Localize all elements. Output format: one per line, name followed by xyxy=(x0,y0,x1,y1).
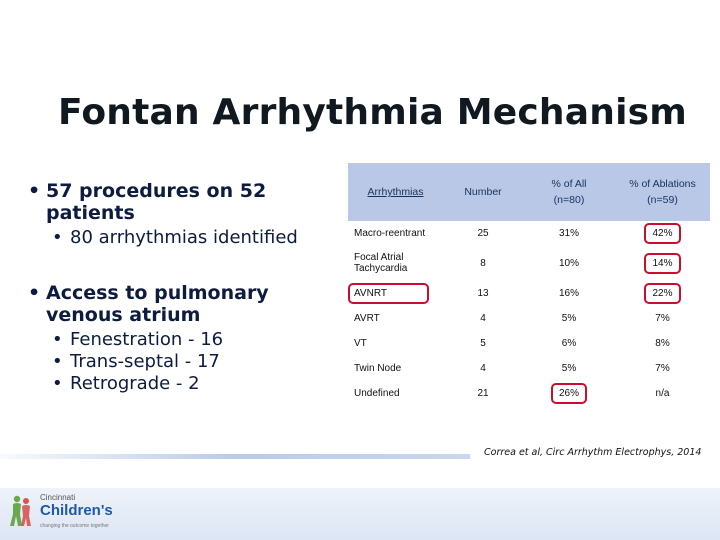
row-percent-all: 5% xyxy=(523,306,615,331)
table-header-row xyxy=(348,163,710,221)
row-percent-all: 31% xyxy=(523,221,615,246)
sub-bullet-text: Trans-septal - 17 xyxy=(70,351,220,372)
table-row xyxy=(348,221,710,246)
slide-title: Fontan Arrhythmia Mechanism xyxy=(58,92,687,133)
row-name xyxy=(348,281,443,306)
row-number: 8 xyxy=(443,246,523,281)
row-percent-all: 5% xyxy=(523,356,615,381)
divider xyxy=(0,454,470,459)
bullet-icon: • xyxy=(28,180,41,202)
bullet-icon: • xyxy=(52,227,63,248)
row-name: VT xyxy=(348,331,443,356)
logo-tagline: changing the outcome together xyxy=(40,523,109,529)
table-row xyxy=(348,381,710,406)
arrhythmia-table xyxy=(348,163,710,406)
header-percent-ablations: % of Ablations (n=59) xyxy=(615,163,710,221)
row-percent-ablations xyxy=(615,281,710,306)
row-percent-all xyxy=(523,381,615,406)
row-percent-all: 10% xyxy=(523,246,615,281)
sub-bullet-text: 80 arrhythmias identified xyxy=(70,227,298,248)
row-percent-all: 16% xyxy=(523,281,615,306)
highlight-box: 22% xyxy=(644,283,680,304)
hospital-logo xyxy=(10,490,130,536)
row-percent-ablations: 8% xyxy=(615,331,710,356)
row-percent-ablations: 7% xyxy=(615,356,710,381)
row-number: 4 xyxy=(443,356,523,381)
sub-bullet-text: Fenestration - 16 xyxy=(70,329,224,350)
row-name: AVRT xyxy=(348,306,443,331)
bullet-item xyxy=(28,282,348,326)
row-percent-ablations xyxy=(615,246,710,281)
row-percent-ablations xyxy=(615,221,710,246)
bullet-text: 57 procedures on 52 patients xyxy=(46,180,267,224)
logo-line1: Cincinnati xyxy=(40,493,76,502)
row-name: Undefined xyxy=(348,381,443,406)
sub-bullet-item xyxy=(52,351,220,373)
citation: Correa et al, Circ Arrhythm Electrophys, 2014 xyxy=(484,447,702,458)
logo-line2: Children's xyxy=(40,502,113,519)
row-name: Focal Atrial Tachycardia xyxy=(348,246,443,281)
sub-bullet-text: Retrograde - 2 xyxy=(70,373,200,394)
row-number: 25 xyxy=(443,221,523,246)
header-percent-all: % of All (n=80) xyxy=(523,163,615,221)
table-row xyxy=(348,246,710,281)
highlight-box: 42% xyxy=(644,223,680,244)
header-arrhythmias: Arrhythmias xyxy=(348,163,443,221)
bullet-icon: • xyxy=(52,373,63,394)
sub-bullet-item xyxy=(52,373,200,395)
sub-bullet-item xyxy=(52,227,298,249)
row-percent-ablations: 7% xyxy=(615,306,710,331)
table-row xyxy=(348,306,710,331)
row-number: 5 xyxy=(443,331,523,356)
table-row xyxy=(348,281,710,306)
bullet-item xyxy=(28,180,348,224)
row-number: 21 xyxy=(443,381,523,406)
header-number: Number xyxy=(443,163,523,221)
table-row xyxy=(348,331,710,356)
bullet-icon: • xyxy=(52,351,63,372)
sub-bullet-item xyxy=(52,329,223,351)
row-percent-ablations: n/a xyxy=(615,381,710,406)
highlight-box: 26% xyxy=(551,383,587,404)
children-figure-icon xyxy=(10,494,34,528)
bullet-text: Access to pulmonary venous atrium xyxy=(46,282,269,326)
row-name: Macro-reentrant xyxy=(348,221,443,246)
highlight-box: AVNRT xyxy=(348,283,429,304)
table-row xyxy=(348,356,710,381)
row-name: Twin Node xyxy=(348,356,443,381)
row-number: 4 xyxy=(443,306,523,331)
highlight-box: 14% xyxy=(644,253,680,274)
row-percent-all: 6% xyxy=(523,331,615,356)
row-number: 13 xyxy=(443,281,523,306)
bullet-icon: • xyxy=(52,329,63,350)
bullet-icon: • xyxy=(28,282,41,304)
